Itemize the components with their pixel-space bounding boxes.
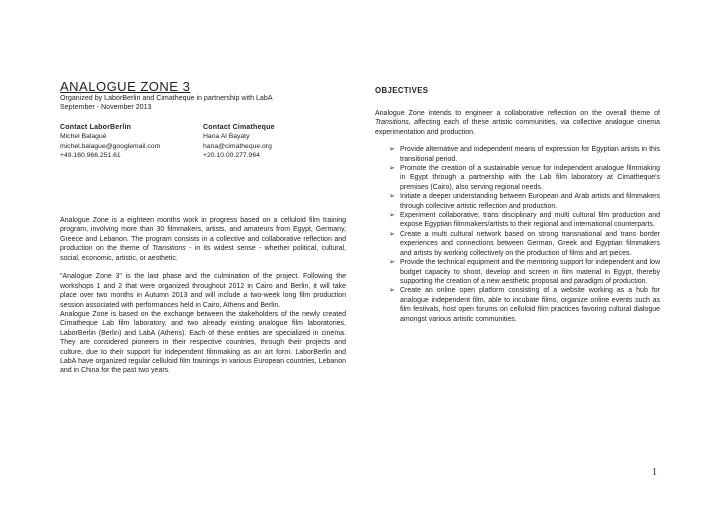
list-item: ➢ Create a multi cultural network based on strong transnational and trans border experiences and connections between German, Greek and Egyptian filmmakers and artists by working collectively on the production of films and art pieces. — [389, 230, 660, 257]
paragraph-overview: Analogue Zone is a eighteen months work in progress based on a celluloid film training program, involving more than 30 filmmakers, artists, and amateurs from Egypt, Germany, Greece and Lebanon. The program consists in a collective and collaborative reflection and production on the theme of Transitions - in its widest sense - whether political, cultural, social, economic, artistic, or aesthetic. — [60, 217, 346, 262]
header-block — [60, 79, 346, 160]
list-item: ➢ Initiate a deeper understanding between European and Arab artists and filmmakers through collective artistic reflection and production. — [389, 193, 660, 210]
emphasis-transitions: Transitions — [152, 245, 186, 253]
arrow-bullet-icon: ➢ — [389, 287, 395, 295]
objectives-section — [375, 86, 660, 324]
organizers-line: Organized by LaborBerlin and Cimatheque in partnership with LabA — [60, 94, 273, 102]
contact-email[interactable]: hana@cimatheque.org — [203, 142, 272, 150]
contact-phone: +49.160.966.251.61 — [60, 152, 121, 160]
contact-heading: Contact LaborBerlin — [60, 123, 132, 131]
contact-name: Hana Al Bayaty — [203, 133, 250, 141]
contact-phone: +20.10.00.277.964 — [203, 152, 260, 160]
contact-email[interactable]: michel.balague@googlemail.com — [60, 142, 161, 150]
list-item: ➢ Provide the technical equipment and the mentoring support for independent and low budget capacity to shoot, develop and screen in film material in Egypt, thereby supporting the creation of a new aesthetic proposal and paradigm of production. — [389, 259, 660, 285]
list-item: ➢ Promote the creation of a sustainable venue for independent analogue filmmaking in Egypt through a partnership with the Lab film laboratory at Cimatheque's premises (Cairo), also serving regional needs. — [389, 165, 660, 191]
list-item: ➢ Provide alternative and independent means of expression for Egyptian artists in this transitional period. — [389, 146, 660, 163]
objectives-heading: OBJECTIVES — [375, 86, 429, 95]
objectives-list — [375, 145, 660, 324]
arrow-bullet-icon: ➢ — [389, 193, 395, 201]
document-title: ANALOGUE ZONE 3 — [60, 79, 191, 94]
contact-cimatheque — [203, 123, 346, 161]
contact-laborberlin — [60, 123, 203, 161]
page-number: 1 — [652, 467, 657, 478]
emphasis-transitions: Transitions — [375, 119, 409, 127]
arrow-bullet-icon: ➢ — [389, 212, 395, 220]
paragraph-az3: "Analogue Zone 3" is the last phase and the culmination of the project. Following the workshops 1 and 2 that were organized throughout 2012 in Cairo and Berlin, it will take place over two months in Autumn 2013 and will include a two-week long film production session associated with performances held in Cairo, Athens and Berlin. — [60, 273, 346, 309]
arrow-bullet-icon: ➢ — [389, 165, 395, 173]
list-item: ➢ Create an online open platform consisting of a website working as a hub for analogue independent film, able to incubate films, organize online events such as film festivals, host open forums on celluloid film practices favoring cultural dialogue amongst various artistic communities. — [389, 287, 660, 323]
arrow-bullet-icon: ➢ — [389, 230, 395, 238]
description-body — [60, 216, 346, 376]
list-item: ➢ Experiment collaborative, trans disciplinary and multi cultural film production and expose Egyptian filmmakers/artists to their regional and international counterparts. — [389, 212, 660, 229]
contact-heading: Contact Cimatheque — [203, 123, 275, 131]
contact-name: Michel Balagué — [60, 133, 107, 141]
dates-line: September - November 2013 — [60, 103, 152, 112]
paragraph-exchange: Analogue Zone is based on the exchange between the stakeholders of the newly created Cimatheque Lab film laboratory, and two already existing analogue film laboratories, LaborBerlin (Berlin) and LabA (Athens). Each of these entities are specialized in cinema. They are considered pioneers in their respective countries, through their projects and culture, due to their support for independent filmmaking as an art form. LaborBerlin and LabA have organized regular celluloid film trainings in various European countries, Lebanon and in China for the past two years. — [60, 311, 346, 375]
contacts — [60, 123, 346, 161]
arrow-bullet-icon: ➢ — [389, 146, 395, 154]
objectives-intro: Analogue Zone intends to engineer a collaborative reflection on the overall theme of Transitions, affecting each of these artistic communities, via collective analogue cinema experimentation and production. — [375, 110, 660, 136]
arrow-bullet-icon: ➢ — [389, 259, 395, 267]
